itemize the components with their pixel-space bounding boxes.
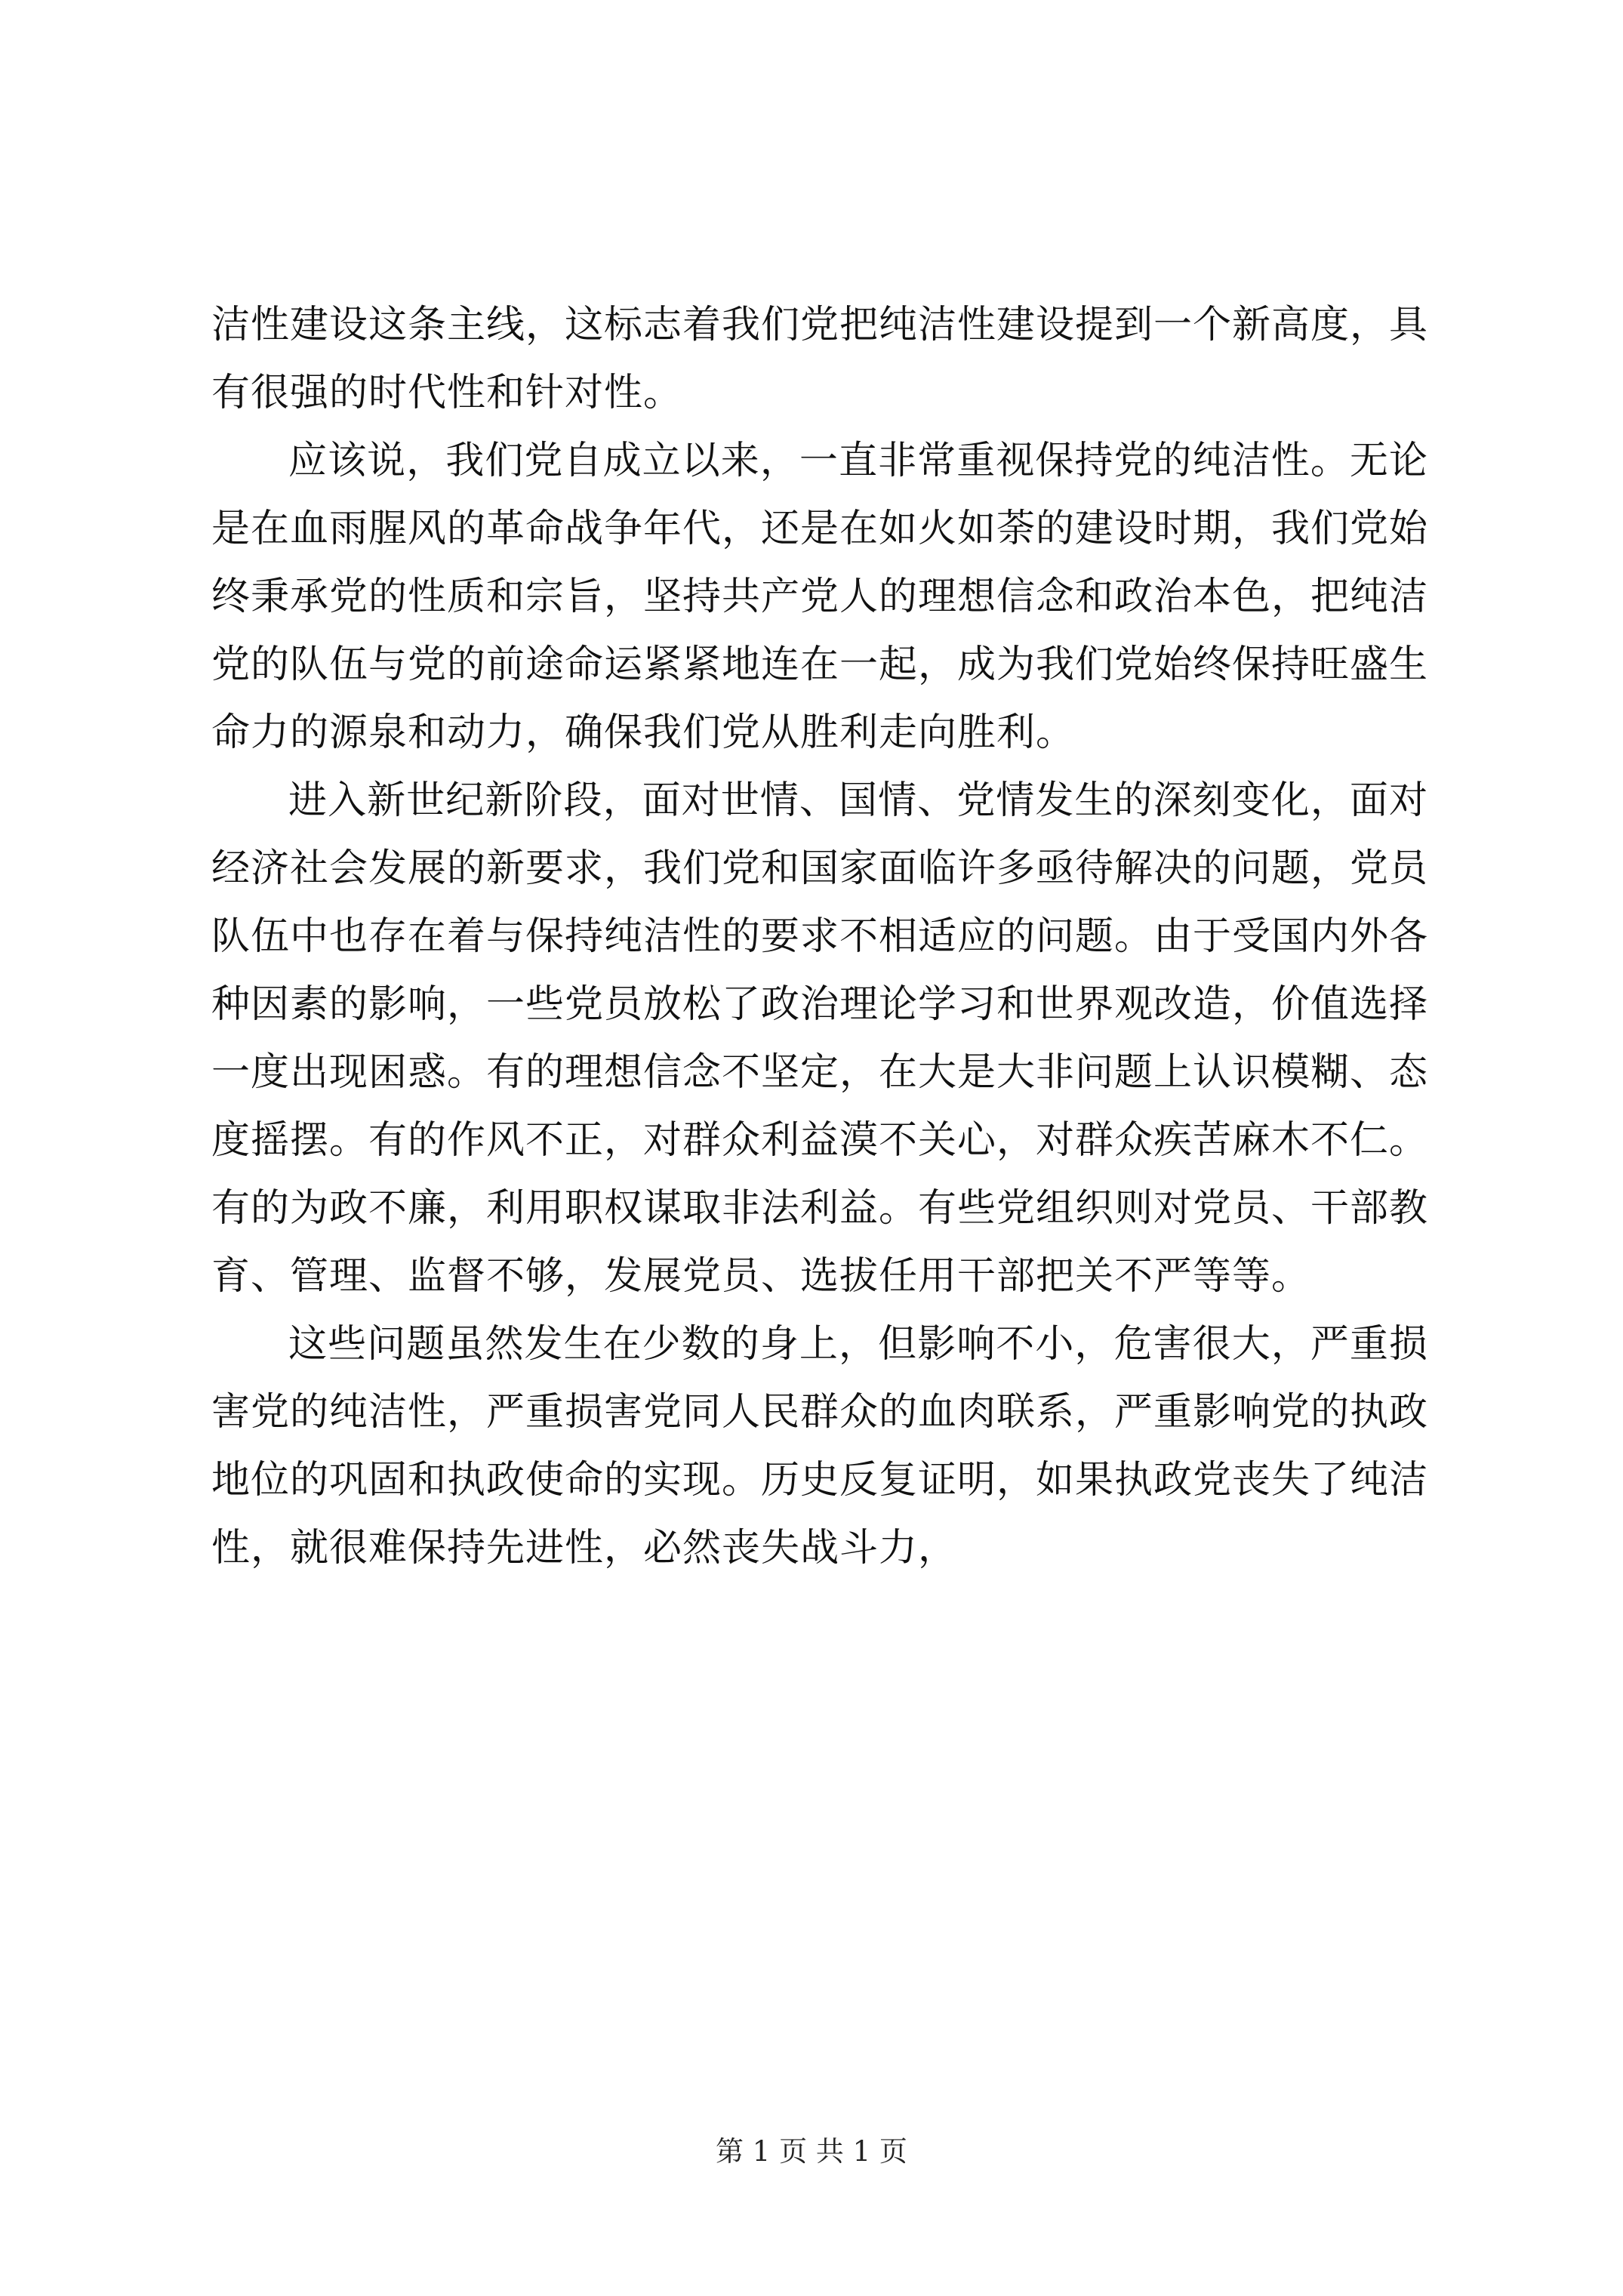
paragraph: 洁性建设这条主线，这标志着我们党把纯洁性建设提到一个新高度，具有很强的时代性和针对性。 bbox=[211, 303, 1429, 415]
document-body bbox=[211, 291, 1428, 1583]
page-number-footer: 第 1 页 共 1 页 bbox=[716, 2135, 907, 2168]
paragraph: 这些问题虽然发生在少数的身上，但影响不小，危害很大，严重损害党的纯洁性，严重损害党同人民群众的血肉联系，严重影响党的执政地位的巩固和执政使命的实现。历史反复证明，如果执政党丧失了纯洁性，就很难保持先进性，必然丧失战斗力， bbox=[211, 1322, 1429, 1570]
paragraph: 进入新世纪新阶段，面对世情、国情、党情发生的深刻变化，面对经济社会发展的新要求，我们党和国家面临许多亟待解决的问题，党员队伍中也存在着与保持纯洁性的要求不相适应的问题。由于受国内外各种因素的影响，一些党员放松了政治理论学习和世界观改造，价值选择一度出现困惑。有的理想信念不坚定，在大是大非问题上认识模糊、态度摇摆。有的作风不正，对群众利益漠不关心，对群众疾苦麻木不仁。有的为政不廉，利用职权谋取非法利益。有些党组织则对党员、干部教育、管理、监督不够，发展党员、选拔任用干部把关不严等等。 bbox=[211, 778, 1429, 1299]
paragraph: 应该说，我们党自成立以来，一直非常重视保持党的纯洁性。无论是在血雨腥风的革命战争年代，还是在如火如荼的建设时期，我们党始终秉承党的性质和宗旨，坚持共产党人的理想信念和政治本色，把纯洁党的队伍与党的前途命运紧紧地连在一起，成为我们党始终保持旺盛生命力的源泉和动力，确保我们党从胜利走向胜利。 bbox=[211, 439, 1429, 755]
